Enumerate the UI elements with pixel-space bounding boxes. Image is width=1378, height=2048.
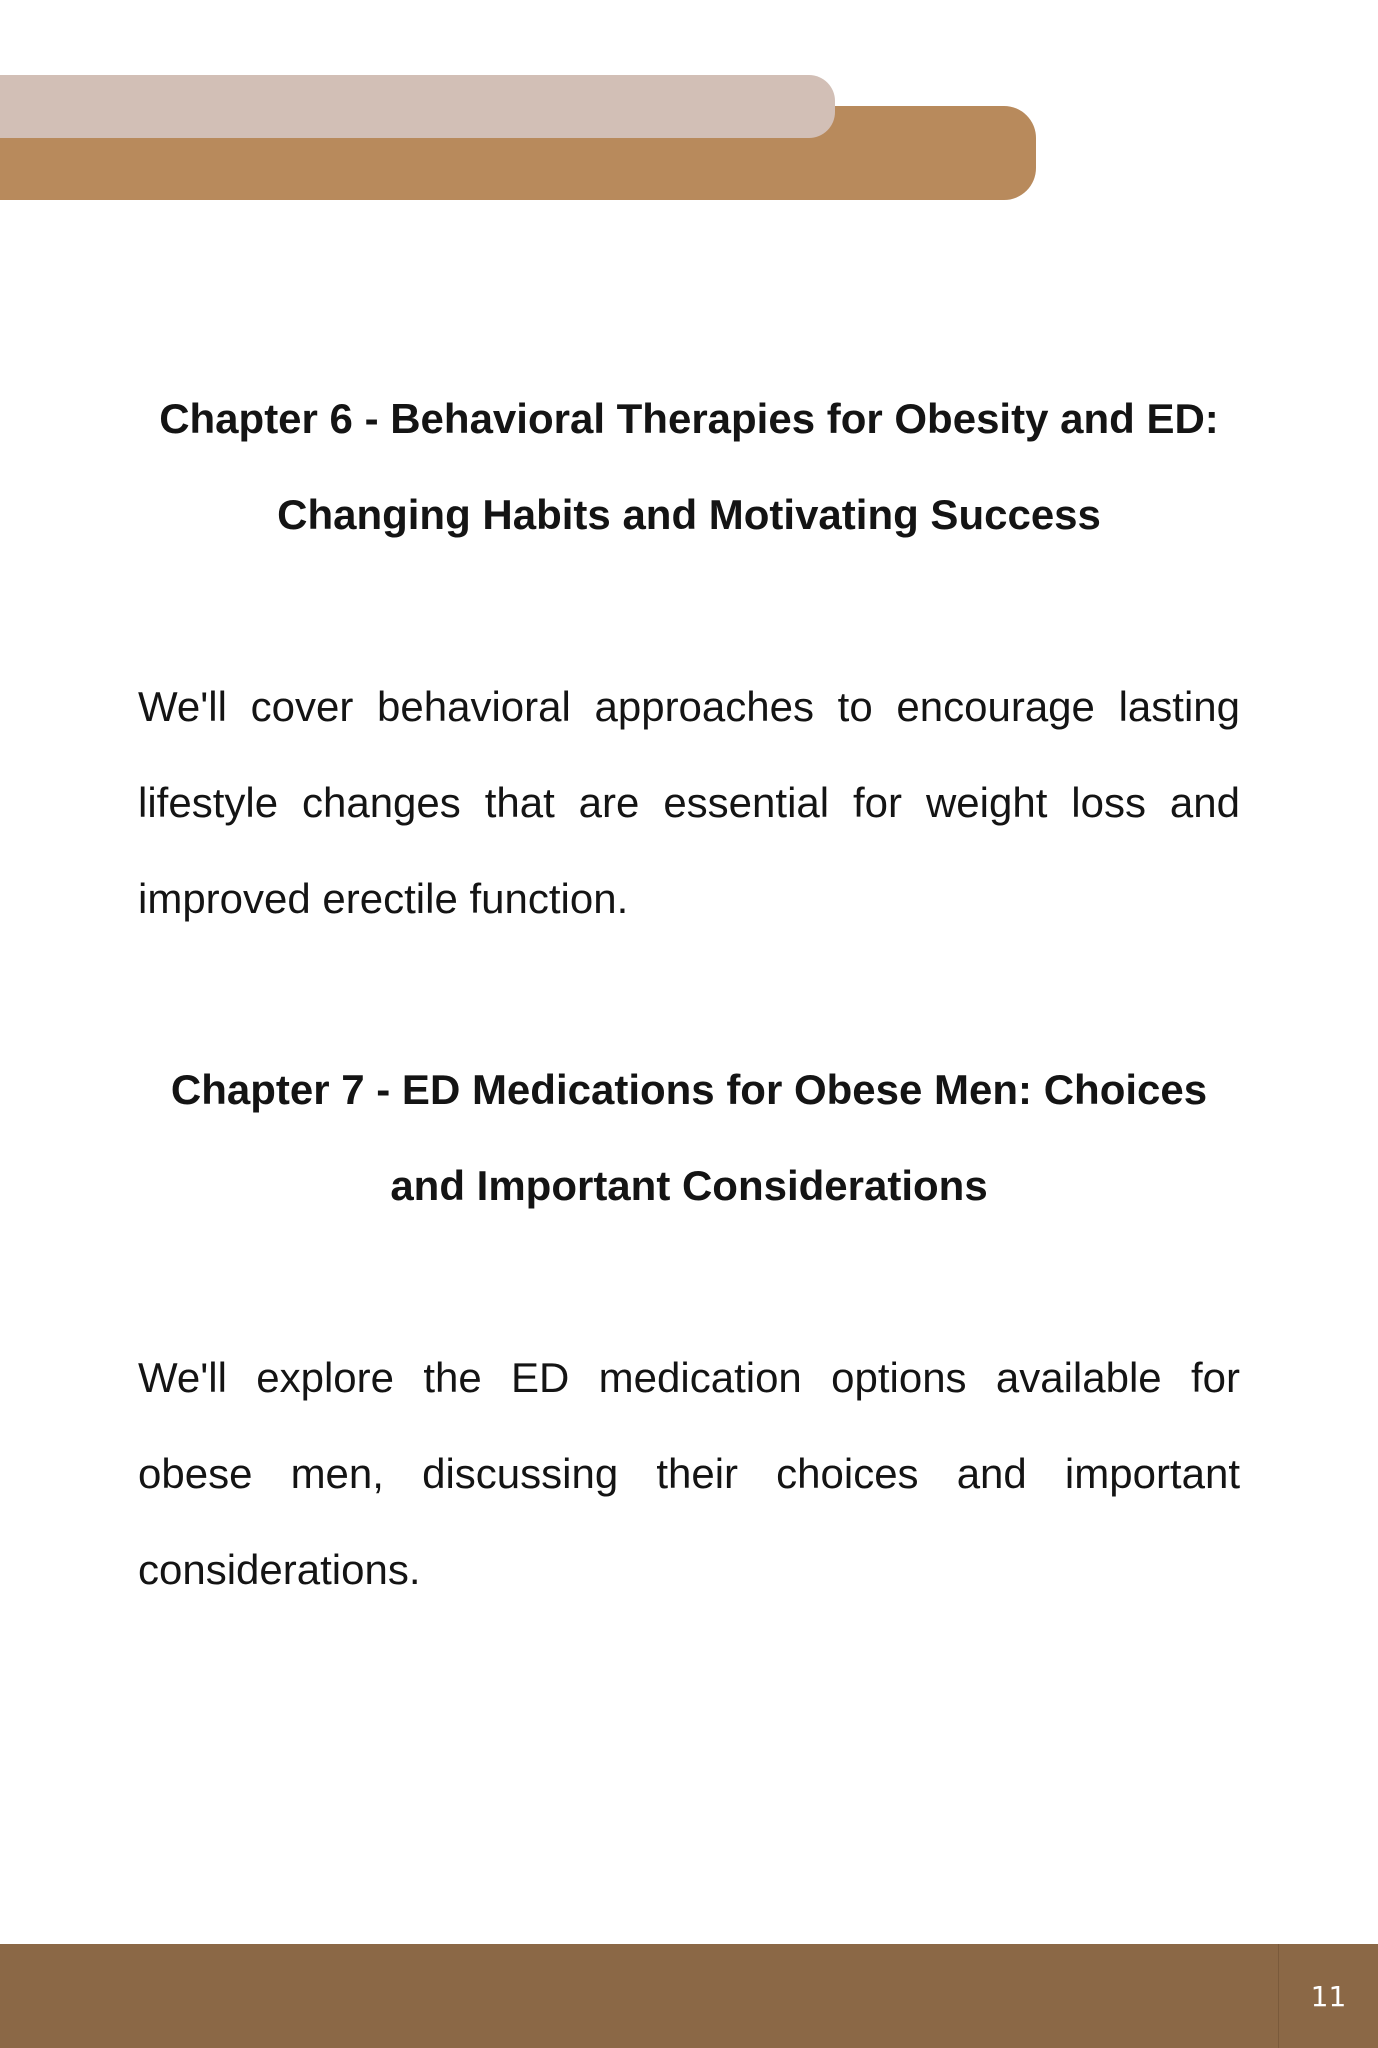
chapter-7-heading: Chapter 7 - ED Medications for Obese Men: Choices and Important Considerations xyxy=(170,1066,1208,1209)
chapter-6-body: We'll cover behavioral approaches to encourage lasting lifestyle changes that are essential for weight loss and improved erectile function. xyxy=(138,683,1240,922)
footer-bar xyxy=(0,1944,1378,2048)
header-band-light xyxy=(0,75,835,138)
chapter-6-heading: Chapter 6 - Behavioral Therapies for Obesity and ED: Changing Habits and Motivating Success xyxy=(159,395,1219,538)
page-number-box xyxy=(1278,1944,1378,2048)
chapter-7-body: We'll explore the ED medication options available for obese men, discussing their choices and important considerations. xyxy=(138,1354,1240,1593)
page-number: 11 xyxy=(1310,1979,1347,2013)
